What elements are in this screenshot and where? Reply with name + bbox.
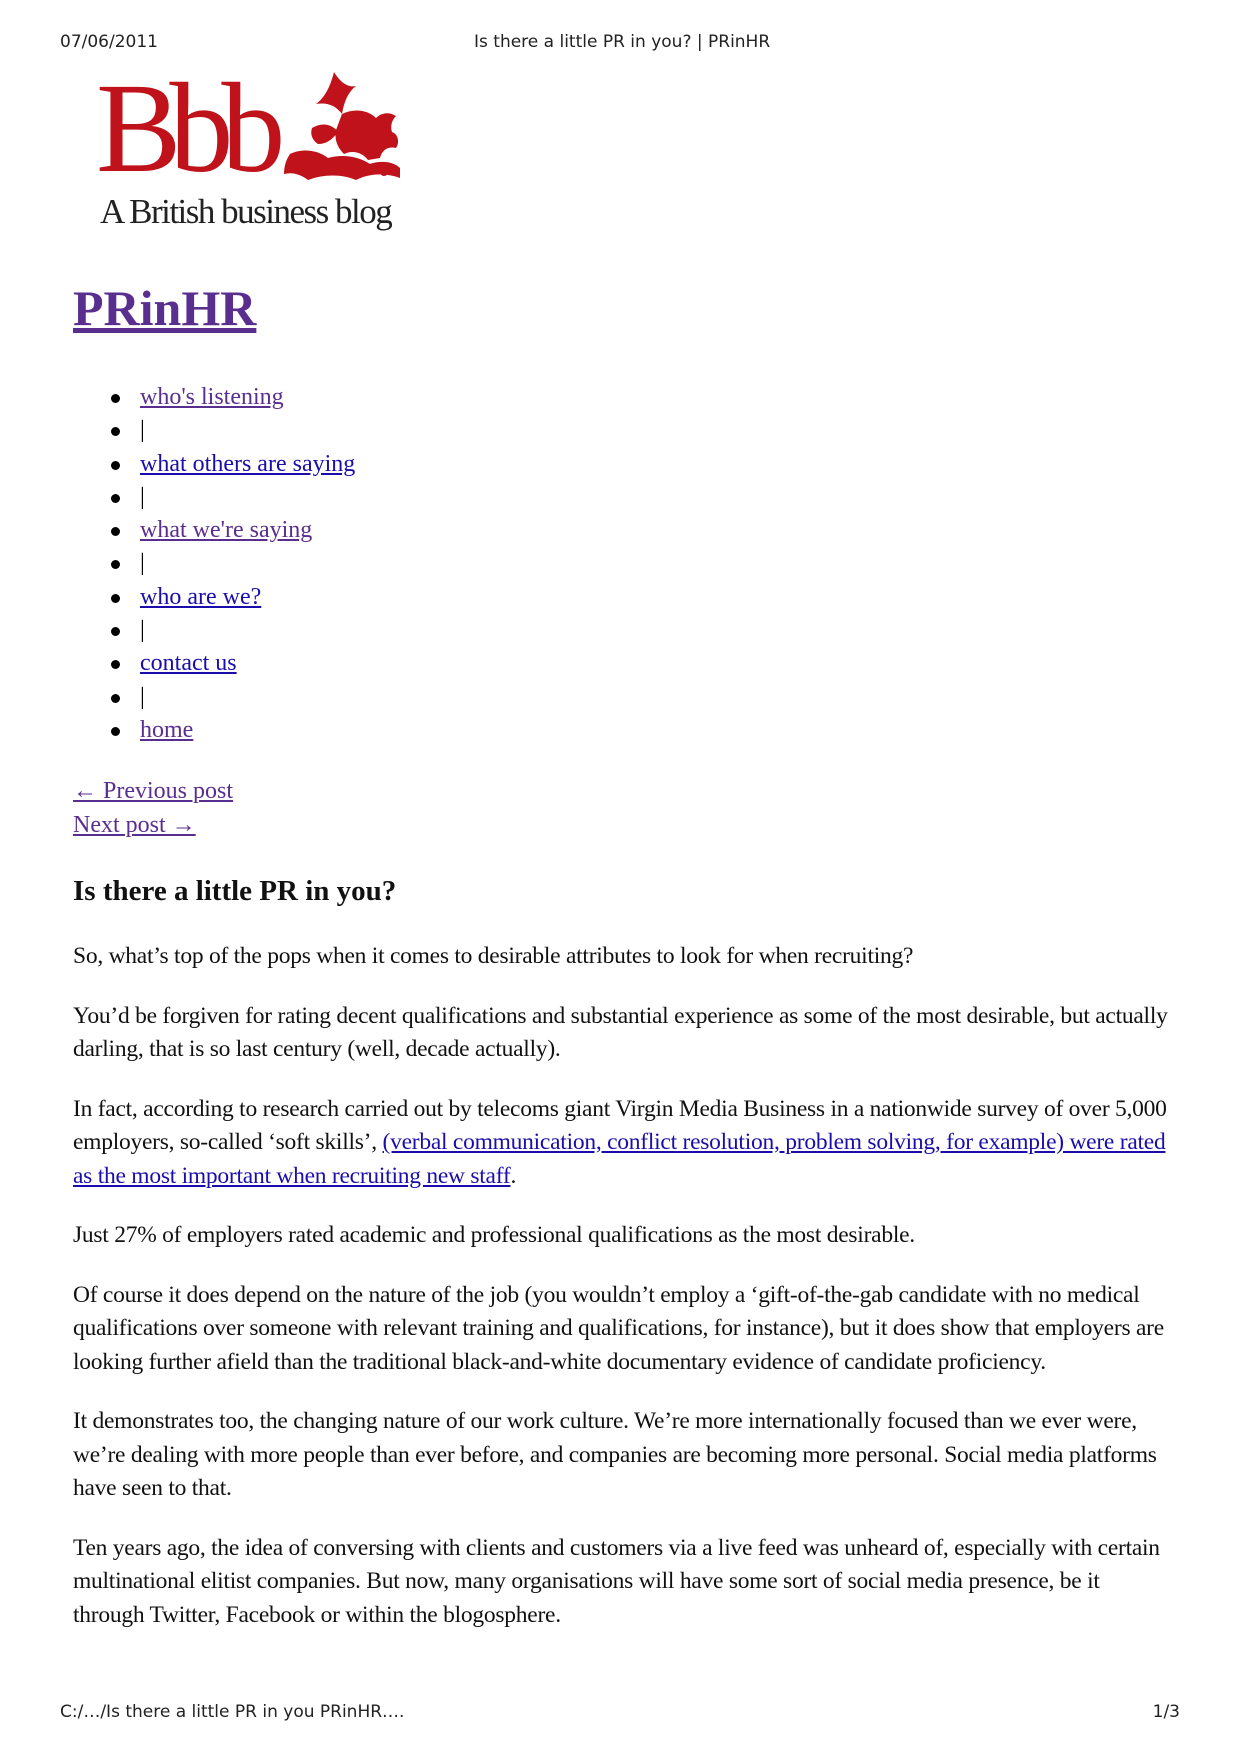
logo-wordmark: Bbb (96, 57, 274, 199)
logo-tagline: A British business blog (100, 192, 392, 231)
nav-item (140, 381, 355, 414)
paragraph-text: In fact, according to research carried out by telecoms giant Virgin Media Business in a nationwide survey of over 5,000 employers, so-called ‘soft skills’, (73, 1095, 1167, 1155)
griffin-emblem-icon (272, 68, 402, 188)
nav-item (140, 581, 355, 614)
nav-link-whos-listening[interactable]: who's listening (140, 384, 284, 410)
print-footer (60, 1702, 1180, 1728)
nav-item (140, 414, 355, 447)
nav-item (140, 614, 355, 647)
paragraph: Just 27% of employers rated academic and professional qualifications as the most desirable. (73, 1222, 915, 1248)
paragraph (73, 1093, 1173, 1194)
site-logo[interactable] (96, 57, 406, 238)
nav-item (140, 547, 355, 580)
print-date: 07/06/2011 (60, 32, 158, 52)
site-title (73, 280, 257, 336)
nav-link-what-others-are-saying[interactable]: what others are saying (140, 450, 356, 477)
nav-item (140, 514, 355, 547)
print-page-title: Is there a little PR in you? | PRinHR (474, 32, 771, 52)
nav-separator: | (140, 417, 145, 444)
next-post-link[interactable]: Next post → (73, 812, 196, 838)
post-body (73, 940, 1173, 1658)
soft-skills-link[interactable]: (verbal communication, conflict resolution, problem solving, for example) were rated as the most important when recruiting new staff (73, 1129, 1166, 1189)
paragraph: Of course it does depend on the nature of the job (you wouldn’t employ a ‘gift-of-the-gab candidate with no medical qualifications over someone with relevant training and qualifications, for instance), but it does show that employers are looking further afield than the traditional black-and-white documentary evidence of candidate proficiency. (73, 1281, 1164, 1375)
site-title-link[interactable]: PRinHR (73, 280, 257, 336)
nav-link-what-were-saying[interactable]: what we're saying (140, 517, 313, 544)
paragraph: So, what’s top of the pops when it comes to desirable attributes to look for when recruiting? (73, 943, 914, 969)
paragraph: It demonstrates too, the changing nature of our work culture. We’re more internationally focused than we ever were, we’re dealing with more people than ever before, and companies are becoming more personal. Social media platforms have seen to that. (73, 1408, 1157, 1501)
nav-item (140, 481, 355, 514)
post-title: Is there a little PR in you? (73, 875, 397, 907)
print-header (60, 32, 1180, 58)
nav-separator: | (140, 617, 145, 644)
nav-separator: | (140, 550, 145, 577)
main-navigation (140, 381, 355, 747)
print-page-number: 1/3 (1152, 1702, 1180, 1722)
nav-link-who-are-we[interactable]: who are we? (140, 583, 262, 610)
nav-link-contact-us[interactable]: contact us (140, 650, 237, 677)
nav-link-home[interactable]: home (140, 716, 194, 743)
paragraph-period: . (510, 1162, 517, 1189)
paragraph: Ten years ago, the idea of conversing with clients and customers via a live feed was unheard of, especially with certain multinational elitist companies. But now, many organisations will have some sort of social media presence, be it through Twitter, Facebook or within the blogosphere. (73, 1534, 1160, 1628)
nav-separator: | (140, 483, 145, 510)
post-navigation (73, 774, 233, 842)
nav-item (140, 448, 355, 481)
print-file-path: C:/…/Is there a little PR in you PRinHR…. (60, 1702, 405, 1722)
nav-separator: | (140, 683, 145, 710)
nav-item (140, 714, 355, 747)
previous-post-link[interactable]: ← Previous post (73, 778, 234, 804)
paragraph: You’d be forgiven for rating decent qualifications and substantial experience as some of the most desirable, but actually darling, that is so last century (well, decade actually). (73, 1002, 1168, 1062)
nav-item (140, 681, 355, 714)
nav-item (140, 647, 355, 680)
